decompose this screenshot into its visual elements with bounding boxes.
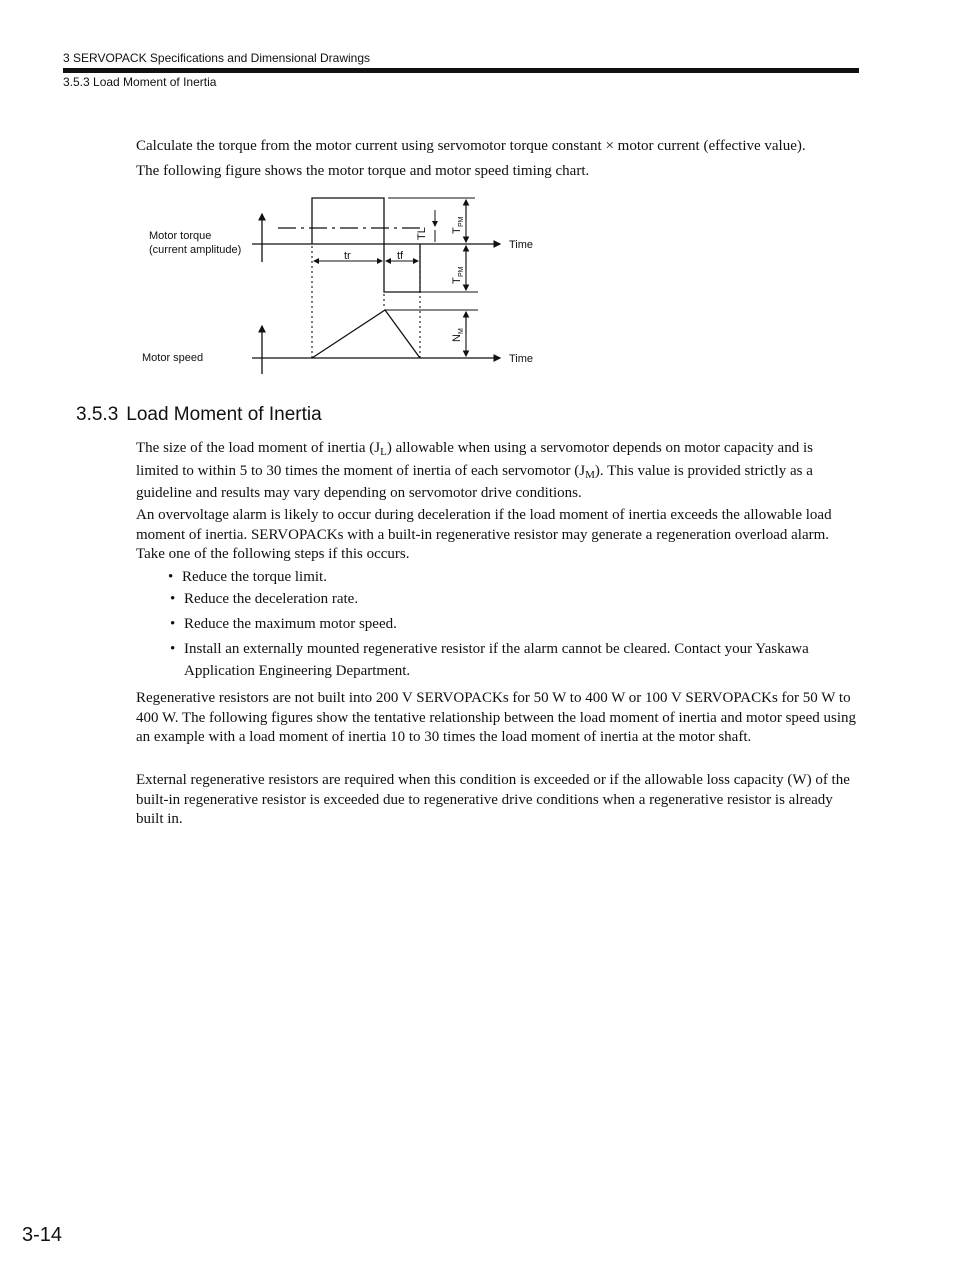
- section-heading: [76, 404, 330, 426]
- tpm-bottom-sub: PM: [458, 266, 465, 277]
- p1-part-a: The size of the load moment of inertia (J: [136, 440, 381, 456]
- p1-sub-jm: M: [585, 468, 595, 481]
- tpm-top-sub: PM: [458, 216, 465, 227]
- bullet-text: Reduce the deceleration rate.: [184, 591, 359, 607]
- paragraph-2: An overvoltage alarm is likely to occur during deceleration if the load moment of inertia exceeds the allowable load moment of inertia. SERVOPACKs with a built-in regenerative resistor may generate a regeneration overload alarm. Take one of the following steps if this occurs.: [136, 507, 832, 562]
- tpm-bottom-label: T: [451, 277, 463, 284]
- time-label-speed: Time: [509, 353, 534, 365]
- bullet-dot: •: [170, 616, 176, 632]
- tpm-top-label-group: [451, 216, 465, 234]
- paragraph-1: [136, 437, 858, 505]
- p1-part-b: ) allowable when using a servomotor depends on motor capacity and is limited to within 5 to 30 times the moment of inertia of each servomotor (J: [136, 440, 813, 479]
- torque-label-line-2: (current amplitude): [149, 244, 242, 256]
- bullet-item-4: [170, 638, 858, 682]
- section-number: 3.5.3: [76, 404, 119, 425]
- bullet-item-1: [168, 566, 327, 588]
- section-title-text: Load Moment of Inertia: [126, 404, 322, 425]
- tf-label: tf: [397, 250, 404, 262]
- time-label-torque: Time: [509, 239, 534, 251]
- timing-chart: [130, 190, 560, 380]
- tl-label-group: [416, 227, 428, 240]
- p1-part-c: ). This value is provided strictly as a guideline and results may vary depending on servomotor drive conditions.: [136, 462, 813, 501]
- bullet-dot: •: [170, 591, 176, 607]
- running-header-subsection: 3.5.3 Load Moment of Inertia: [63, 75, 217, 89]
- bullet-item-2: [170, 588, 358, 610]
- page-number: 3-14: [22, 1224, 63, 1246]
- tr-label: tr: [344, 250, 351, 262]
- header-rule: [63, 68, 859, 73]
- paragraph-4: External regenerative resistors are required when this condition is exceeded or if the allowable loss capacity (W) of the built-in regenerative resistor is exceeded due to regenerative drive conditions when a regenerative resistor is already built in.: [136, 772, 850, 827]
- torque-waveform-positive: [312, 198, 384, 244]
- bullet-text: Install an externally mounted regenerative resistor if the alarm cannot be cleared. Contact your Yaskawa Application Engineering Department.: [184, 641, 809, 679]
- p1-sub-jl: L: [380, 446, 387, 458]
- nm-label-group: [451, 328, 465, 342]
- bullet-text: Reduce the torque limit.: [182, 569, 327, 585]
- nm-sub: M: [458, 328, 465, 334]
- bullet-dot: •: [170, 641, 176, 657]
- torque-label-line-1: Motor torque: [149, 230, 212, 242]
- timing-chart-svg: [130, 190, 560, 380]
- tpm-bottom-label-group: [451, 266, 465, 284]
- bullet-dot: •: [168, 569, 174, 585]
- tl-label: TL: [416, 227, 428, 240]
- running-header-chapter: 3 SERVOPACK Specifications and Dimensional Drawings: [63, 51, 371, 65]
- bullet-item-3: [170, 613, 397, 635]
- nm-label: N: [451, 334, 463, 342]
- speed-label: Motor speed: [142, 352, 204, 364]
- intro-line-1: Calculate the torque from the motor current using servomotor torque constant × motor current (effective value).: [136, 138, 806, 154]
- speed-waveform: [312, 310, 420, 358]
- tpm-top-label: T: [451, 227, 463, 234]
- intro-line-2: The following figure shows the motor torque and motor speed timing chart.: [136, 163, 590, 179]
- bullet-text: Reduce the maximum motor speed.: [184, 616, 397, 632]
- paragraph-3: Regenerative resistors are not built into 200 V SERVOPACKs for 50 W to 400 W or 100 V SERVOPACKs for 50 W to 400 W. The following figures show the tentative relationship between the load moment of inertia and motor speed using an example with a load moment of inertia 10 to 30 times the load moment of inertia at the motor shaft.: [136, 690, 856, 745]
